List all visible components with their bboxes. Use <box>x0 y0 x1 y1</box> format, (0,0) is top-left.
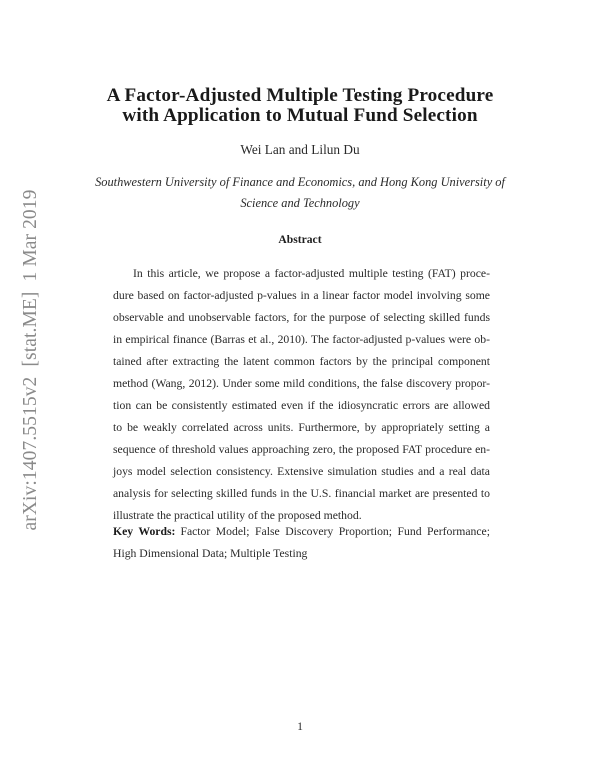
abstract-body <box>113 263 490 527</box>
page-number: 1 <box>297 720 303 733</box>
keywords-line-2: High Dimensional Data; Multiple Testing <box>113 547 308 560</box>
abstract-line: illustrate the practical utility of the proposed method. <box>113 509 362 522</box>
keywords-line-1 <box>113 521 490 543</box>
abstract-line: method (Wang, 2012). Under some mild conditions, the false discovery propor- <box>113 377 490 390</box>
abstract-line: analysis for selecting skilled funds in the U.S. financial market are presented to <box>113 487 490 500</box>
keywords <box>113 521 490 565</box>
abstract-line: sequence of threshold values approaching zero, the proposed FAT procedure en- <box>113 443 490 456</box>
title-line-1: A Factor-Adjusted Multiple Testing Procedure <box>106 85 494 106</box>
abstract-line: to be weakly correlated across units. Furthermore, by appropriately setting a <box>113 421 490 434</box>
arxiv-date: 1 Mar 2019 <box>20 189 41 282</box>
paper-title <box>0 86 600 126</box>
keywords-label: Key Words: <box>113 525 176 538</box>
abstract-heading: Abstract <box>278 233 322 246</box>
abstract-line: dure based on factor-adjusted p-values in a linear factor model involving some <box>113 289 490 302</box>
title-line-2: with Application to Mutual Fund Selection <box>122 105 478 126</box>
arxiv-id: arXiv:1407.5515v2 <box>20 376 41 531</box>
arxiv-category: [stat.ME] <box>20 291 41 367</box>
abstract-line: observable and unobservable factors, for the purpose of selecting skilled funds <box>113 311 490 324</box>
abstract-line: In this article, we propose a factor-adjusted multiple testing (FAT) proce- <box>133 267 490 280</box>
affiliation-line-1: Southwestern University of Finance and Economics, and Hong Kong University of <box>95 175 505 189</box>
abstract-line: tion can be consistently estimated even if the idiosyncratic errors are allowed <box>113 399 490 412</box>
keywords-text-1: Factor Model; False Discovery Proportion; Fund Performance; <box>180 525 490 538</box>
authors: Wei Lan and Lilun Du <box>240 142 360 157</box>
affiliation-line-2: Science and Technology <box>240 196 360 210</box>
affiliation <box>0 172 600 214</box>
abstract-line: tained after extracting the latent common factors by the principal component <box>113 355 490 368</box>
abstract-line: in empirical finance (Barras et al., 2010). The factor-adjusted p-values were ob- <box>113 333 490 346</box>
abstract-line: joys model selection consistency. Extensive simulation studies and a real data <box>113 465 490 478</box>
